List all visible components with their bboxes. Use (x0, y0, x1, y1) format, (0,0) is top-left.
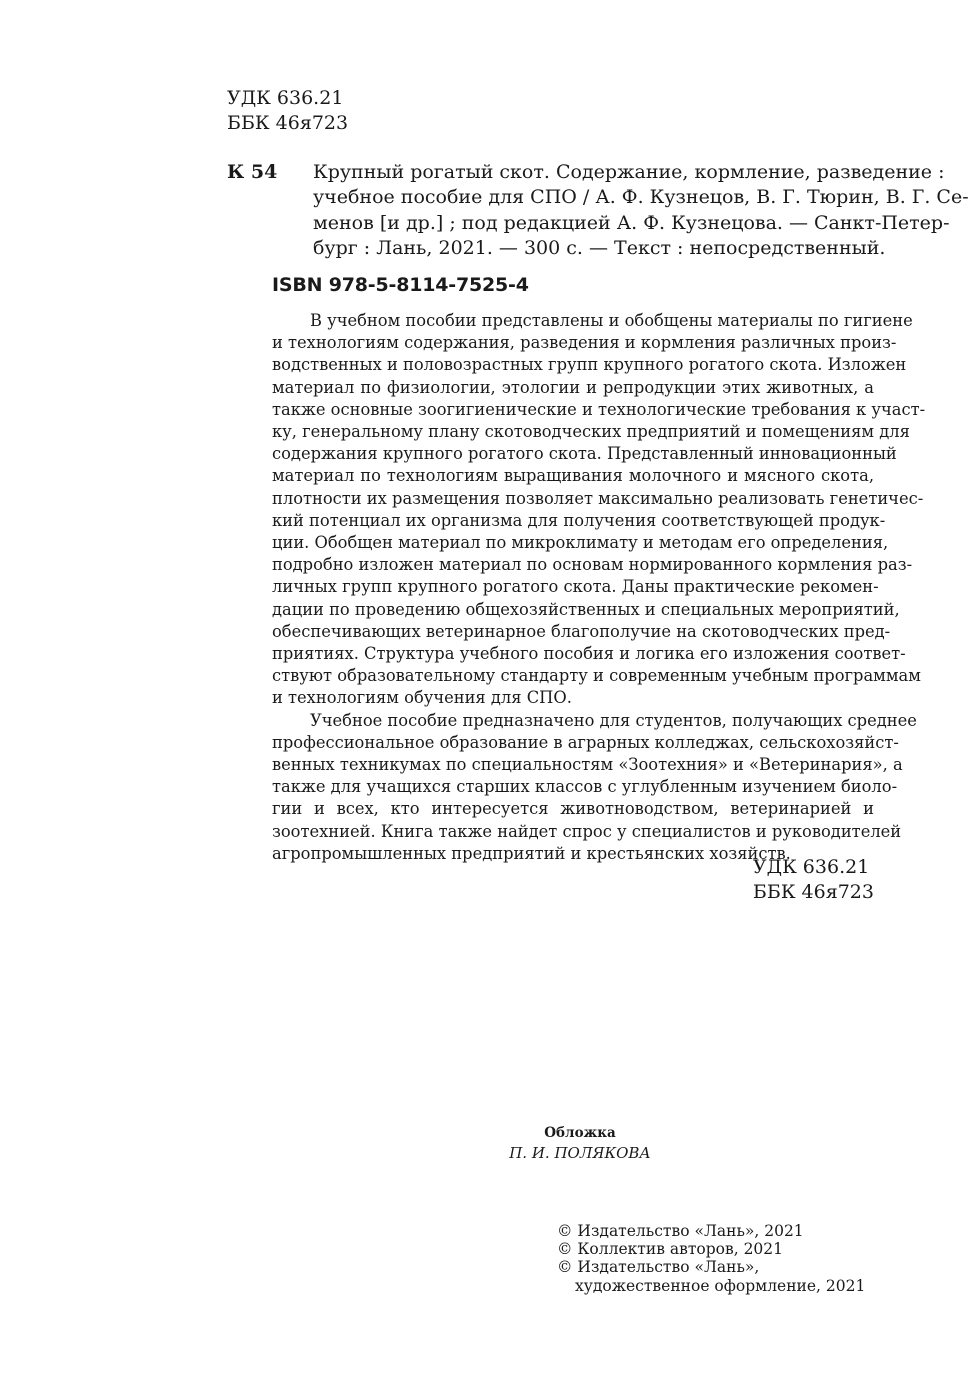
bibliographic-record (313, 160, 969, 262)
biblio-line: Крупный рогатый скот. Содержание, кормление, разведение : (313, 161, 945, 183)
abstract-line: кий потенциал их организма для получения соответствующей продук- (272, 510, 886, 530)
isbn: ISBN 978-5-8114-7525-4 (272, 274, 529, 296)
abstract-line: гии и всех, кто интересуется животноводством, ветеринарией и (272, 799, 874, 819)
abstract-line: венных техникумах по специальностям «Зоотехния» и «Ветеринария», а (272, 755, 903, 775)
cover-designer: П. И. ПОЛЯКОВА (509, 1144, 651, 1162)
abstract-line: содержания крупного рогатого скота. Представленный инновационный (272, 444, 897, 464)
copyright-line: © Издательство «Лань», (557, 1258, 760, 1277)
abstract-line: В учебном пособии представлены и обобщены материалы по гигиене (310, 311, 913, 330)
biblio-line: менов [и др.] ; под редакцией А. Ф. Кузнецова. — Санкт-Петер- (313, 211, 950, 234)
abstract-line: плотности их размещения позволяет максимально реализовать генетичес- (272, 488, 924, 508)
author-mark: К 54 (227, 161, 278, 183)
abstract-line: дации по проведению общехозяйственных и специальных мероприятий, (272, 599, 900, 619)
udk-code: УДК 636.21 (752, 856, 870, 878)
copyright-line: © Коллектив авторов, 2021 (557, 1240, 784, 1259)
udk-code: УДК 636.21 (227, 87, 344, 109)
cover-credit (480, 1123, 680, 1163)
abstract-line: личных групп крупного рогатого скота. Даны практические рекомен- (272, 577, 879, 597)
abstract-line: подробно изложен материал по основам нормированного кормления раз- (272, 555, 913, 575)
biblio-line: бург : Лань, 2021. — 300 с. — Текст : непосредственный. (313, 237, 886, 260)
abstract-line: ствуют образовательному стандарту и современным учебным программам (272, 666, 921, 686)
abstract-line: ции. Обобщен материал по микроклимату и методам его определения, (272, 533, 889, 553)
bbk-code: ББК 46я723 (227, 112, 349, 134)
abstract-line: приятиях. Структура учебного пособия и логика его изложения соответ- (272, 644, 906, 664)
classification-codes-top (227, 86, 348, 136)
abstract (272, 310, 926, 865)
classification-codes-bottom (753, 855, 874, 905)
abstract-line: материал по технологиям выращивания молочного и мясного скота, (272, 466, 874, 486)
copyright-line: художественное оформление, 2021 (575, 1276, 866, 1295)
abstract-line: и технологиям содержания, разведения и кормления различных произ- (272, 333, 897, 353)
abstract-line: материал по физиологии, этологии и репродукции этих животных, а (272, 377, 874, 397)
copyright-line: © Издательство «Лань», 2021 (557, 1222, 804, 1240)
abstract-line: обеспечивающих ветеринарное благополучие на скотоводческих пред- (272, 621, 891, 641)
abstract-line: Учебное пособие предназначено для студентов, получающих среднее (310, 710, 917, 730)
abstract-line: агропромышленных предприятий и крестьянских хозяйств. (272, 843, 791, 863)
abstract-line: ку, генеральному плану скотоводческих предприятий и помещениям для (272, 422, 910, 442)
abstract-line: также для учащихся старших классов с углубленным изучением биоло- (272, 777, 898, 797)
abstract-line: зоотехнией. Книга также найдет спрос у специалистов и руководителей (272, 821, 902, 841)
abstract-line: водственных и половозрастных групп крупного рогатого скота. Изложен (272, 355, 907, 375)
abstract-line: и технологиям обучения для СПО. (272, 688, 572, 708)
abstract-line: также основные зоогигиенические и технологические требования к участ- (272, 399, 926, 419)
biblio-line: учебное пособие для СПО / А. Ф. Кузнецов, В. Г. Тюрин, В. Г. Се- (313, 186, 969, 209)
bbk-code: ББК 46я723 (752, 881, 874, 903)
abstract-line: профессиональное образование в аграрных колледжах, сельскохозяйст- (272, 732, 899, 752)
cover-label: Обложка (544, 1125, 616, 1141)
copyright-block (557, 1222, 865, 1295)
